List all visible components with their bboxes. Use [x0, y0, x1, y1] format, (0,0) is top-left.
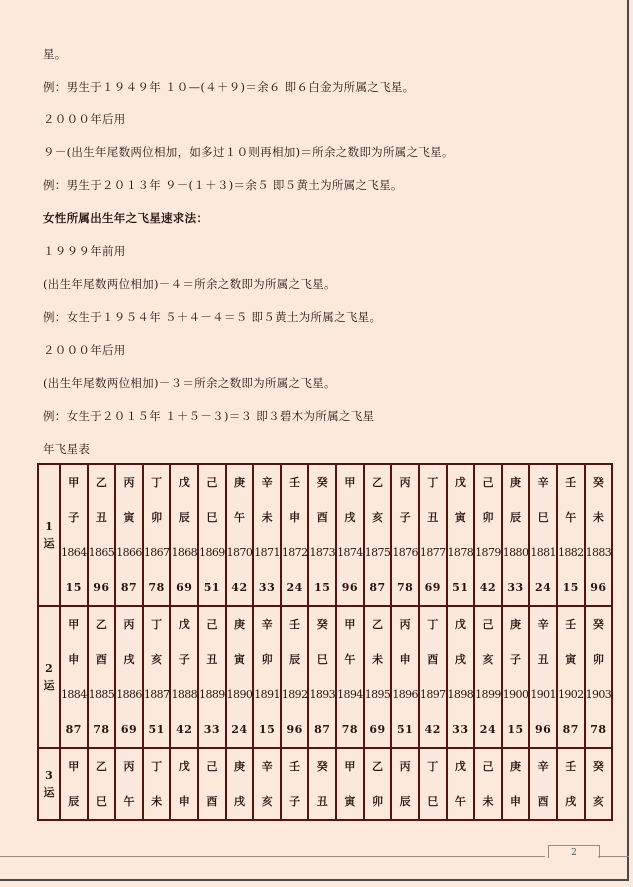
year-cell: 丙 申 1896 51 — [391, 606, 419, 748]
year-cell: 庚 辰 1880 33 — [502, 464, 530, 606]
text-line: ２０００年后用 — [43, 112, 126, 126]
year-cell: 乙 巳 — [88, 748, 116, 820]
text-line: 例：女生于２０１５年 １＋５－３)＝３ 即３碧木为所属之飞星 — [43, 409, 375, 423]
year-cell: 乙 卯 — [364, 748, 392, 820]
page-number: 2 — [548, 845, 600, 858]
yun-cell — [38, 606, 60, 748]
year-cell: 庚 午 1870 42 — [226, 464, 254, 606]
year-cell: 壬 午 1882 15 — [557, 464, 585, 606]
year-cell: 戊 戌 1898 33 — [447, 606, 475, 748]
table-row — [38, 464, 612, 606]
year-cell: 戊 子 1888 42 — [170, 606, 198, 748]
year-cell: 丁 丑 1877 69 — [419, 464, 447, 606]
section-heading: 女性所属出生年之飞星速求法： — [43, 211, 209, 225]
year-cell: 丁 酉 1897 42 — [419, 606, 447, 748]
year-cell: 辛 酉 — [529, 748, 557, 820]
year-cell: 丙 戌 1886 69 — [115, 606, 143, 748]
year-cell: 壬 寅 1902 87 — [557, 606, 585, 748]
year-cell: 辛 亥 — [253, 748, 281, 820]
year-cell: 甲 申 1884 87 — [60, 606, 88, 748]
table-row — [38, 606, 612, 748]
year-cell: 己 未 — [474, 748, 502, 820]
year-cell: 辛 卯 1891 15 — [253, 606, 281, 748]
text-line: ９－(出生年尾数两位相加，如多过１０则再相加)＝所余之数即为所属之飞星。 — [43, 145, 454, 159]
yun-number: 3 — [45, 769, 53, 782]
text-line: 例：男生于１９４９年 １０—(４＋９)＝余６ 即６白金为所属之飞星。 — [43, 80, 415, 94]
year-cell: 甲 辰 — [60, 748, 88, 820]
year-cell: 甲 寅 — [336, 748, 364, 820]
year-cell: 甲 午 1894 78 — [336, 606, 364, 748]
year-cell: 丙 辰 — [391, 748, 419, 820]
year-cell: 乙 丑 1865 96 — [88, 464, 116, 606]
year-cell: 庚 申 — [502, 748, 530, 820]
yun-cell — [38, 748, 60, 820]
text-line: 星。 — [43, 47, 67, 61]
year-cell: 辛 丑 1901 96 — [529, 606, 557, 748]
year-cell: 辛 巳 1881 24 — [529, 464, 557, 606]
year-cell: 癸 酉 1873 15 — [308, 464, 336, 606]
year-cell: 戊 辰 1868 69 — [170, 464, 198, 606]
year-cell: 庚 寅 1890 24 — [226, 606, 254, 748]
flying-star-table — [37, 463, 613, 821]
year-cell: 庚 子 1900 15 — [502, 606, 530, 748]
year-cell: 乙 未 1895 69 — [364, 606, 392, 748]
year-cell: 癸 未 1883 96 — [585, 464, 613, 606]
year-cell: 甲 子 1864 15 — [60, 464, 88, 606]
year-cell: 癸 丑 — [308, 748, 336, 820]
year-cell: 丙 寅 1866 87 — [115, 464, 143, 606]
table-caption: 年飞星表 — [43, 442, 91, 456]
year-cell: 丁 巳 — [419, 748, 447, 820]
year-cell: 丙 子 1876 78 — [391, 464, 419, 606]
yun-label: 运 — [43, 786, 55, 799]
text-line: 例：女生于１９５４年 ５＋４－４＝５ 即５黄土为所属之飞星。 — [43, 310, 382, 324]
yun-label: 运 — [43, 537, 55, 550]
year-cell: 壬 辰 1892 96 — [281, 606, 309, 748]
year-cell: 庚 戌 — [226, 748, 254, 820]
text-line: 例：男生于２０１３年 ９－(１＋３)＝余５ 即５黄土为所属之飞星。 — [43, 178, 403, 192]
text-line: (出生年尾数两位相加)－３＝所余之数即为所属之飞星。 — [43, 376, 336, 390]
year-cell: 乙 亥 1875 87 — [364, 464, 392, 606]
year-cell: 癸 巳 1893 87 — [308, 606, 336, 748]
year-cell: 己 酉 — [198, 748, 226, 820]
year-cell: 戊 寅 1878 51 — [447, 464, 475, 606]
year-cell: 丁 亥 1887 51 — [143, 606, 171, 748]
yun-label: 运 — [43, 679, 55, 692]
year-cell: 己 卯 1879 42 — [474, 464, 502, 606]
year-cell: 己 丑 1889 33 — [198, 606, 226, 748]
year-cell: 壬 戌 — [557, 748, 585, 820]
footer-divider — [0, 856, 545, 857]
text-line: ２０００年后用 — [43, 343, 126, 357]
yun-number: 1 — [45, 520, 53, 533]
year-cell: 壬 子 — [281, 748, 309, 820]
table-row — [38, 748, 612, 820]
year-cell: 癸 卯 1903 78 — [585, 606, 613, 748]
text-line: １９９９年前用 — [43, 244, 126, 258]
year-cell: 己 巳 1869 51 — [198, 464, 226, 606]
year-cell: 甲 戌 1874 96 — [336, 464, 364, 606]
year-cell: 丙 午 — [115, 748, 143, 820]
year-cell: 丁 未 — [143, 748, 171, 820]
footer-divider — [598, 856, 629, 857]
year-cell: 辛 未 1871 33 — [253, 464, 281, 606]
yun-number: 2 — [45, 662, 53, 675]
year-cell: 乙 酉 1885 78 — [88, 606, 116, 748]
year-cell: 丁 卯 1867 78 — [143, 464, 171, 606]
year-cell: 壬 申 1872 24 — [281, 464, 309, 606]
text-line: (出生年尾数两位相加)－４＝所余之数即为所属之飞星。 — [43, 277, 336, 291]
yun-cell — [38, 464, 60, 606]
year-cell: 戊 申 — [170, 748, 198, 820]
year-cell: 己 亥 1899 24 — [474, 606, 502, 748]
year-cell: 癸 亥 — [585, 748, 613, 820]
year-cell: 戊 午 — [447, 748, 475, 820]
